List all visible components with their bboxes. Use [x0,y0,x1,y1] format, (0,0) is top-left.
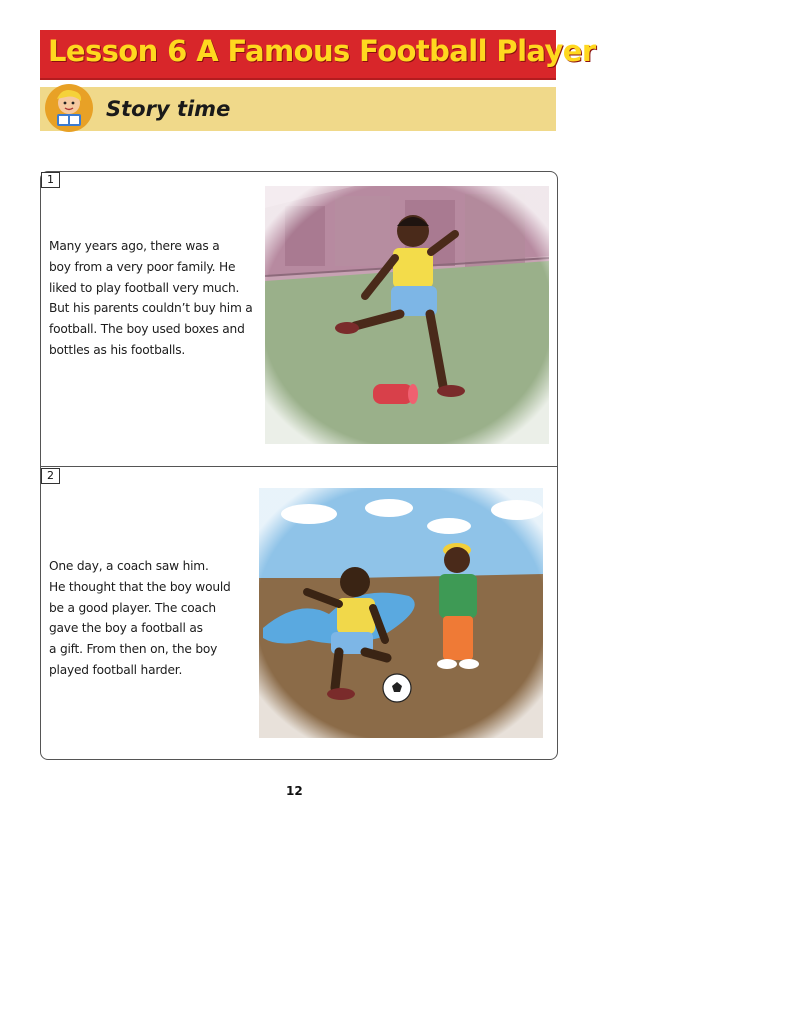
panel-divider [41,466,557,467]
text-line: But his parents couldn’t buy him a [49,301,253,316]
text-line: boy from a very poor family. He [49,259,236,274]
coach-watching-boy-illustration [259,488,543,738]
text-line: He thought that the boy would [49,579,231,594]
panel-number: 1 [41,172,60,188]
page-number: 12 [286,784,303,798]
text-line: Many years ago, there was a [49,239,220,253]
panel-number: 2 [41,468,60,484]
story-time-banner [40,87,556,131]
text-line: liked to play football very much. [49,280,240,295]
text-line: a gift. From then on, the boy [49,642,218,657]
story-panels [40,171,558,760]
text-line: be a good player. The coach [49,600,216,615]
textbook-page [28,22,596,812]
text-line: played football harder. [49,662,183,677]
panel-2-text [49,556,249,681]
lesson-title: Lesson 6 A Famous Football Player [48,34,596,68]
text-line: One day, a coach saw him. [49,559,209,573]
text-line: gave the boy a football as [49,621,203,636]
reading-boy-mascot-icon [44,83,94,133]
text-line: football. The boy used boxes and [49,322,245,337]
section-heading: Story time [106,97,231,121]
lesson-title-banner [40,30,596,80]
boy-kicking-can-illustration [265,186,549,444]
panel-1-text [49,236,267,361]
text-line: bottles as his footballs. [49,342,186,357]
